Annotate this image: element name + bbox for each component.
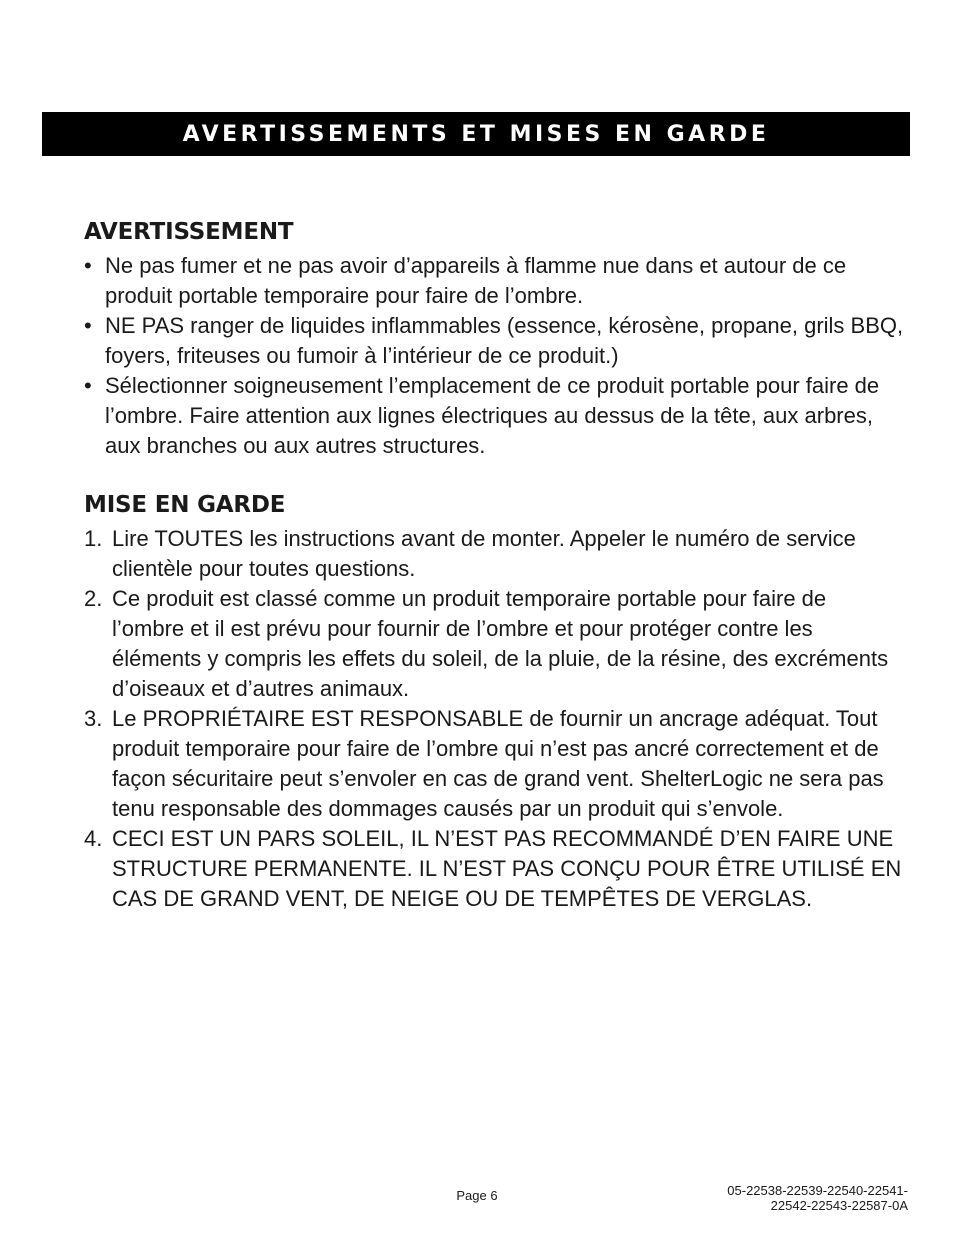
- caution-item: [84, 584, 904, 704]
- caution-item-text: Ce produit est classé comme un produit temporaire portable pour faire de l’ombre et il est prévu pour fournir de l’ombre et pour protéger contre les éléments y compris les effets du soleil, de la pluie, de la résine, des excréments d’oiseaux et d’autres animaux.: [112, 586, 889, 701]
- document-code-line: 05-22538-22539-22540-22541-: [727, 1183, 908, 1198]
- caution-item-text: CECI EST UN PARS SOLEIL, IL N’EST PAS RECOMMANDÉ D’EN FAIRE UNE STRUCTURE PERMANENTE. IL N’EST PAS CONÇU POUR ÊTRE UTILISÉ EN CAS DE GRAND VENT, DE NEIGE OU DE TEMPÊTES DE VERGLAS.: [112, 826, 902, 911]
- caution-section: [84, 488, 904, 914]
- caution-heading: MISE EN GARDE: [84, 492, 286, 518]
- caution-item-number: 2.: [84, 586, 103, 611]
- caution-item: [84, 704, 904, 824]
- warning-list: [84, 251, 904, 461]
- section-banner: AVERTISSEMENTS ET MISES EN GARDE: [42, 112, 910, 156]
- document-code-line: 22542-22543-22587-0A: [770, 1198, 908, 1213]
- caution-item-number: 4.: [84, 826, 103, 851]
- caution-list: [84, 524, 904, 914]
- caution-item: [84, 824, 904, 914]
- warning-section: [84, 215, 904, 461]
- caution-item-number: 3.: [84, 706, 103, 731]
- caution-item-text: Le PROPRIÉTAIRE EST RESPONSABLE de fournir un ancrage adéquat. Tout produit temporaire pour faire de l’ombre qui n’est pas ancré correctement et de façon sécuritaire peut s’envoler en cas de grand vent. ShelterLogic ne sera pas tenu responsable des dommages causés par un produit qui s’envole.: [112, 706, 884, 821]
- warning-item: • NE PAS ranger de liquides inflammables (essence, kérosène, propane, grils BBQ, foyers, friteuses ou fumoir à l’intérieur de ce produit.): [84, 311, 904, 371]
- caution-item-number: 1.: [84, 526, 103, 551]
- warning-item: • Sélectionner soigneusement l’emplacement de ce produit portable pour faire de l’ombre. Faire attention aux lignes électriques au dessus de la tête, aux arbres, aux branches ou aux autres structures.: [84, 371, 904, 461]
- document-code: [727, 1183, 908, 1213]
- page-number: Page 6: [456, 1188, 498, 1203]
- warning-heading: AVERTISSEMENT: [84, 219, 294, 245]
- caution-item: [84, 524, 904, 584]
- caution-item-text: Lire TOUTES les instructions avant de monter. Appeler le numéro de service clientèle pour toutes questions.: [112, 526, 856, 581]
- warning-item: • Ne pas fumer et ne pas avoir d’appareils à flamme nue dans et autour de ce produit portable temporaire pour faire de l’ombre.: [84, 251, 904, 311]
